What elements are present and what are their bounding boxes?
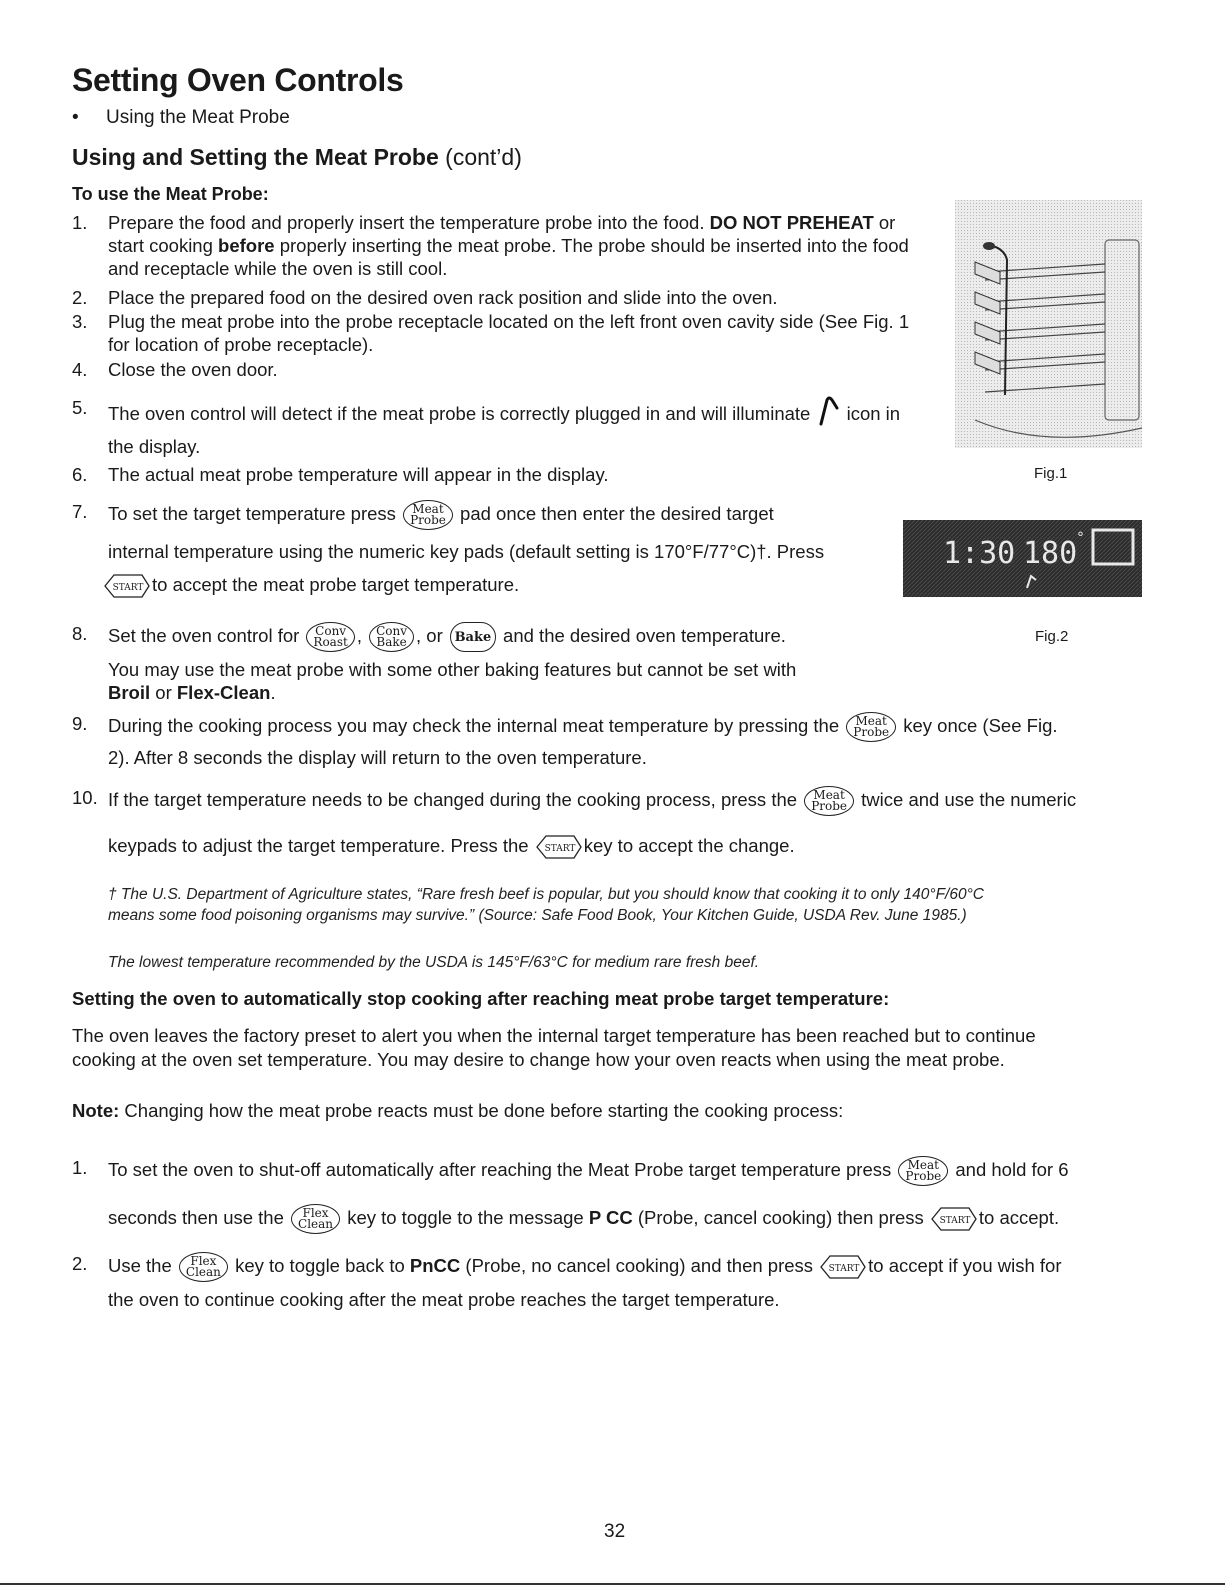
meat-probe-key: Meat Probe xyxy=(846,712,896,742)
svg-text:START: START xyxy=(939,1216,971,1226)
bullet-item: • Using the Meat Probe xyxy=(72,107,290,128)
note: Note: Changing how the meat probe reacts must be done before starting the cooking process: xyxy=(72,1100,844,1121)
svg-text:START: START xyxy=(544,844,576,855)
bullet-text: Using the Meat Probe xyxy=(106,107,290,128)
start-key xyxy=(104,574,150,598)
start-key xyxy=(536,835,582,859)
bake-key: Bake xyxy=(450,622,496,652)
flex-clean-key: Flex Clean xyxy=(179,1252,228,1282)
display-degree: ° xyxy=(1077,530,1084,546)
figure-2-display xyxy=(903,520,1142,597)
auto-stop-paragraph: The oven leaves the factory preset to alert you when the internal target temperature has been reached but to continue cooking at the oven set temperature. You may desire to change how your oven reacts when using the meat probe. xyxy=(72,1025,1036,1070)
flex-clean-key: Flex Clean xyxy=(291,1204,340,1234)
svg-text:START: START xyxy=(828,1264,860,1274)
probe-icon xyxy=(815,396,841,426)
conv-bake-key: Conv Bake xyxy=(369,622,414,652)
footnote-usda: † The U.S. Department of Agriculture states, “Rare fresh beef is popular, but you should know that cooking it to only 140°F/60°C means some food poisoning organisms may survive.” (Source: Safe Food Book, Your Kitchen Guide, USDA Rev. June 1985.) xyxy=(108,886,984,924)
page-title: Setting Oven Controls xyxy=(72,62,404,98)
section-heading: Using and Setting the Meat Probe (cont’d) xyxy=(72,144,522,170)
meat-probe-key: Meat Probe xyxy=(898,1156,948,1186)
meat-probe-key: Meat Probe xyxy=(403,500,453,530)
display-time: 1:30 xyxy=(943,536,1016,571)
page-number: 32 xyxy=(604,1521,626,1542)
meat-probe-key: Meat Probe xyxy=(804,786,854,816)
display-temp: 180 xyxy=(1023,536,1078,571)
figure-2-caption: Fig.2 xyxy=(1035,628,1069,645)
subheading: To use the Meat Probe: xyxy=(72,184,269,204)
conv-roast-key: Conv Roast xyxy=(306,622,354,652)
figure-1-oven-cavity xyxy=(955,200,1142,448)
svg-text:START: START xyxy=(112,583,144,594)
start-key xyxy=(931,1207,977,1231)
auto-stop-heading: Setting the oven to automatically stop cooking after reaching meat probe target temperature: xyxy=(72,988,890,1009)
footnote-lowest-temp: The lowest temperature recommended by the USDA is 145°F/63°C for medium rare fresh beef. xyxy=(108,954,760,971)
figure-1-caption: Fig.1 xyxy=(1034,465,1068,482)
start-key xyxy=(820,1255,866,1279)
